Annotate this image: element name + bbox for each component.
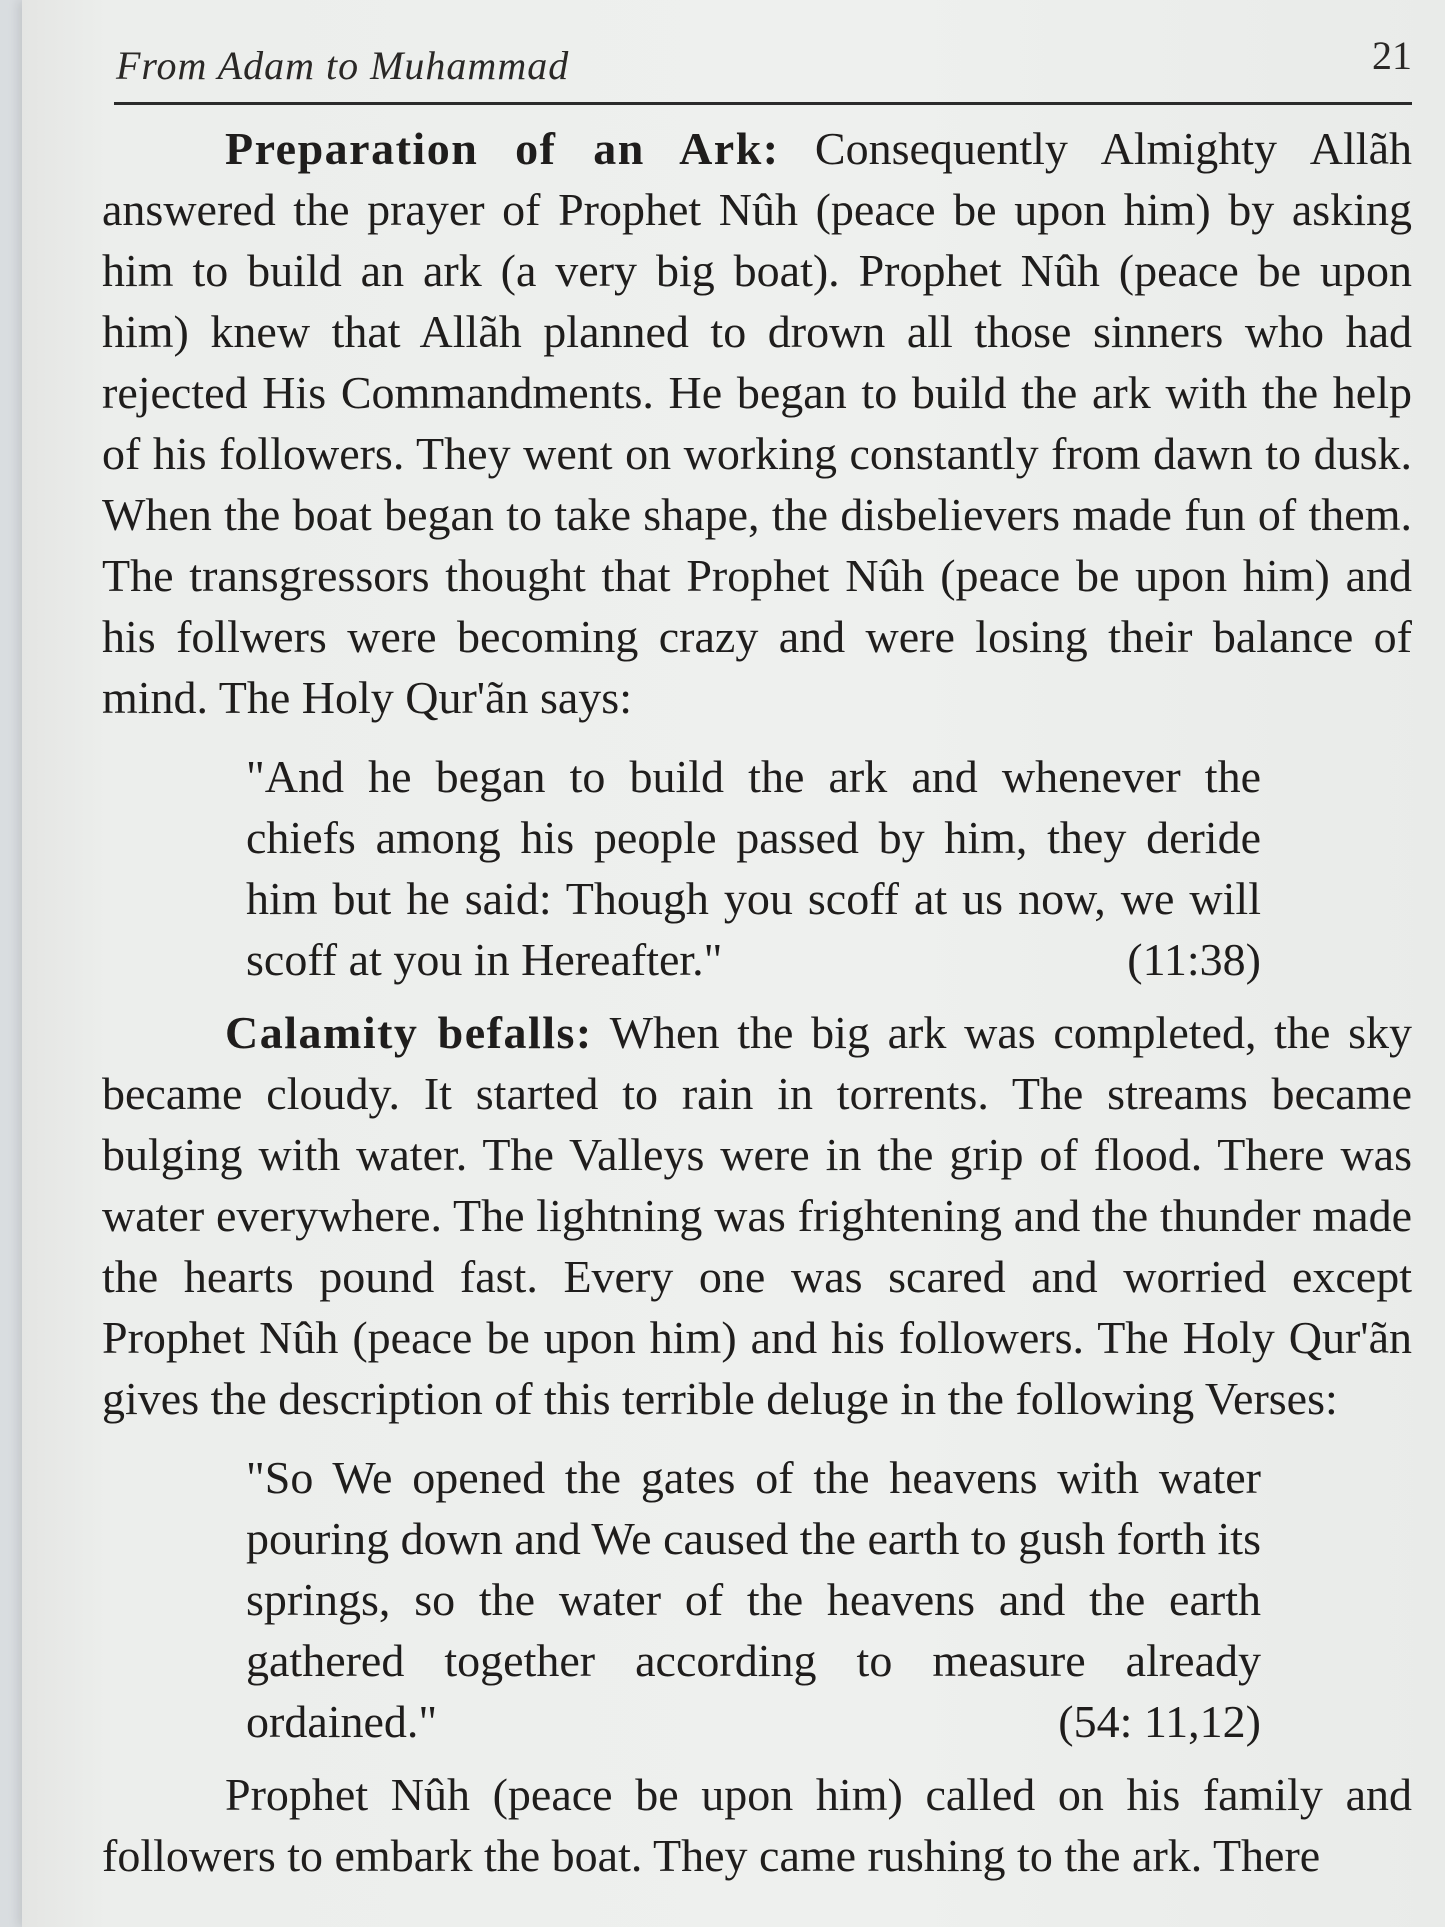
run-in-heading-calamity: Calamity befalls: — [225, 1007, 593, 1058]
quotation-text: "So We opened the gates of the heavens with water pouring down and We caused the earth to gush forth its springs, so the water of the heavens and the earth gathered together according to measure already ordained." — [246, 1452, 1261, 1747]
page-number: 21 — [1372, 33, 1412, 78]
header-rule — [114, 102, 1412, 105]
book-page — [22, 0, 1445, 1927]
run-in-heading-ark: Preparation of an Ark: — [225, 123, 780, 174]
paragraph-closing: Prophet Nûh (peace be upon him) called on his family and followers to embark the boat. They came rushing to the ark. There — [102, 1769, 1412, 1881]
paragraph-ark-text: Consequently Almighty Allãh answered the prayer of Prophet Nûh (peace be upon him) by asking him to build an ark (a very big boat). Prophet Nûh (peace be upon him) knew that Allãh planned to drown all those sinners who had rejected His Commandments. He began to build the ark with the help of his followers. They went on working constantly from dawn to dusk. When the boat began to take shape, the disbelievers made fun of them. The transgressors thought that Prophet Nûh (peace be upon him) and his follwers were becoming crazy and were losing their balance of mind. The Holy Qur'ãn says: — [102, 123, 1412, 723]
quotation-citation: (54: 11,12) — [1058, 1696, 1261, 1747]
paragraph-calamity — [102, 1002, 1412, 1429]
page-header — [94, 30, 1412, 110]
quotation-11-38 — [246, 746, 1261, 990]
quotation-54-11-12 — [246, 1447, 1261, 1752]
running-title: From Adam to Muhammad — [116, 43, 570, 88]
quotation-text: "And he began to build the ark and whenever the chiefs among his people passed by him, they deride him but he said: Though you scoff at us now, we will scoff at you in Hereafter." — [246, 751, 1261, 985]
body-text — [102, 118, 1412, 1886]
quotation-citation: (11:38) — [1127, 934, 1261, 985]
paragraph-calamity-text: When the big ark was completed, the sky became cloudy. It started to rain in torrents. The streams became bulging with water. The Valleys were in the grip of flood. There was water everywhere. The lightning was frightening and the thunder made the hearts pound fast. Every one was scared and worried except Prophet Nûh (peace be upon him) and his followers. The Holy Qur'ãn gives the description of this terrible deluge in the following Verses: — [102, 1007, 1412, 1424]
paragraph-ark — [102, 118, 1412, 728]
